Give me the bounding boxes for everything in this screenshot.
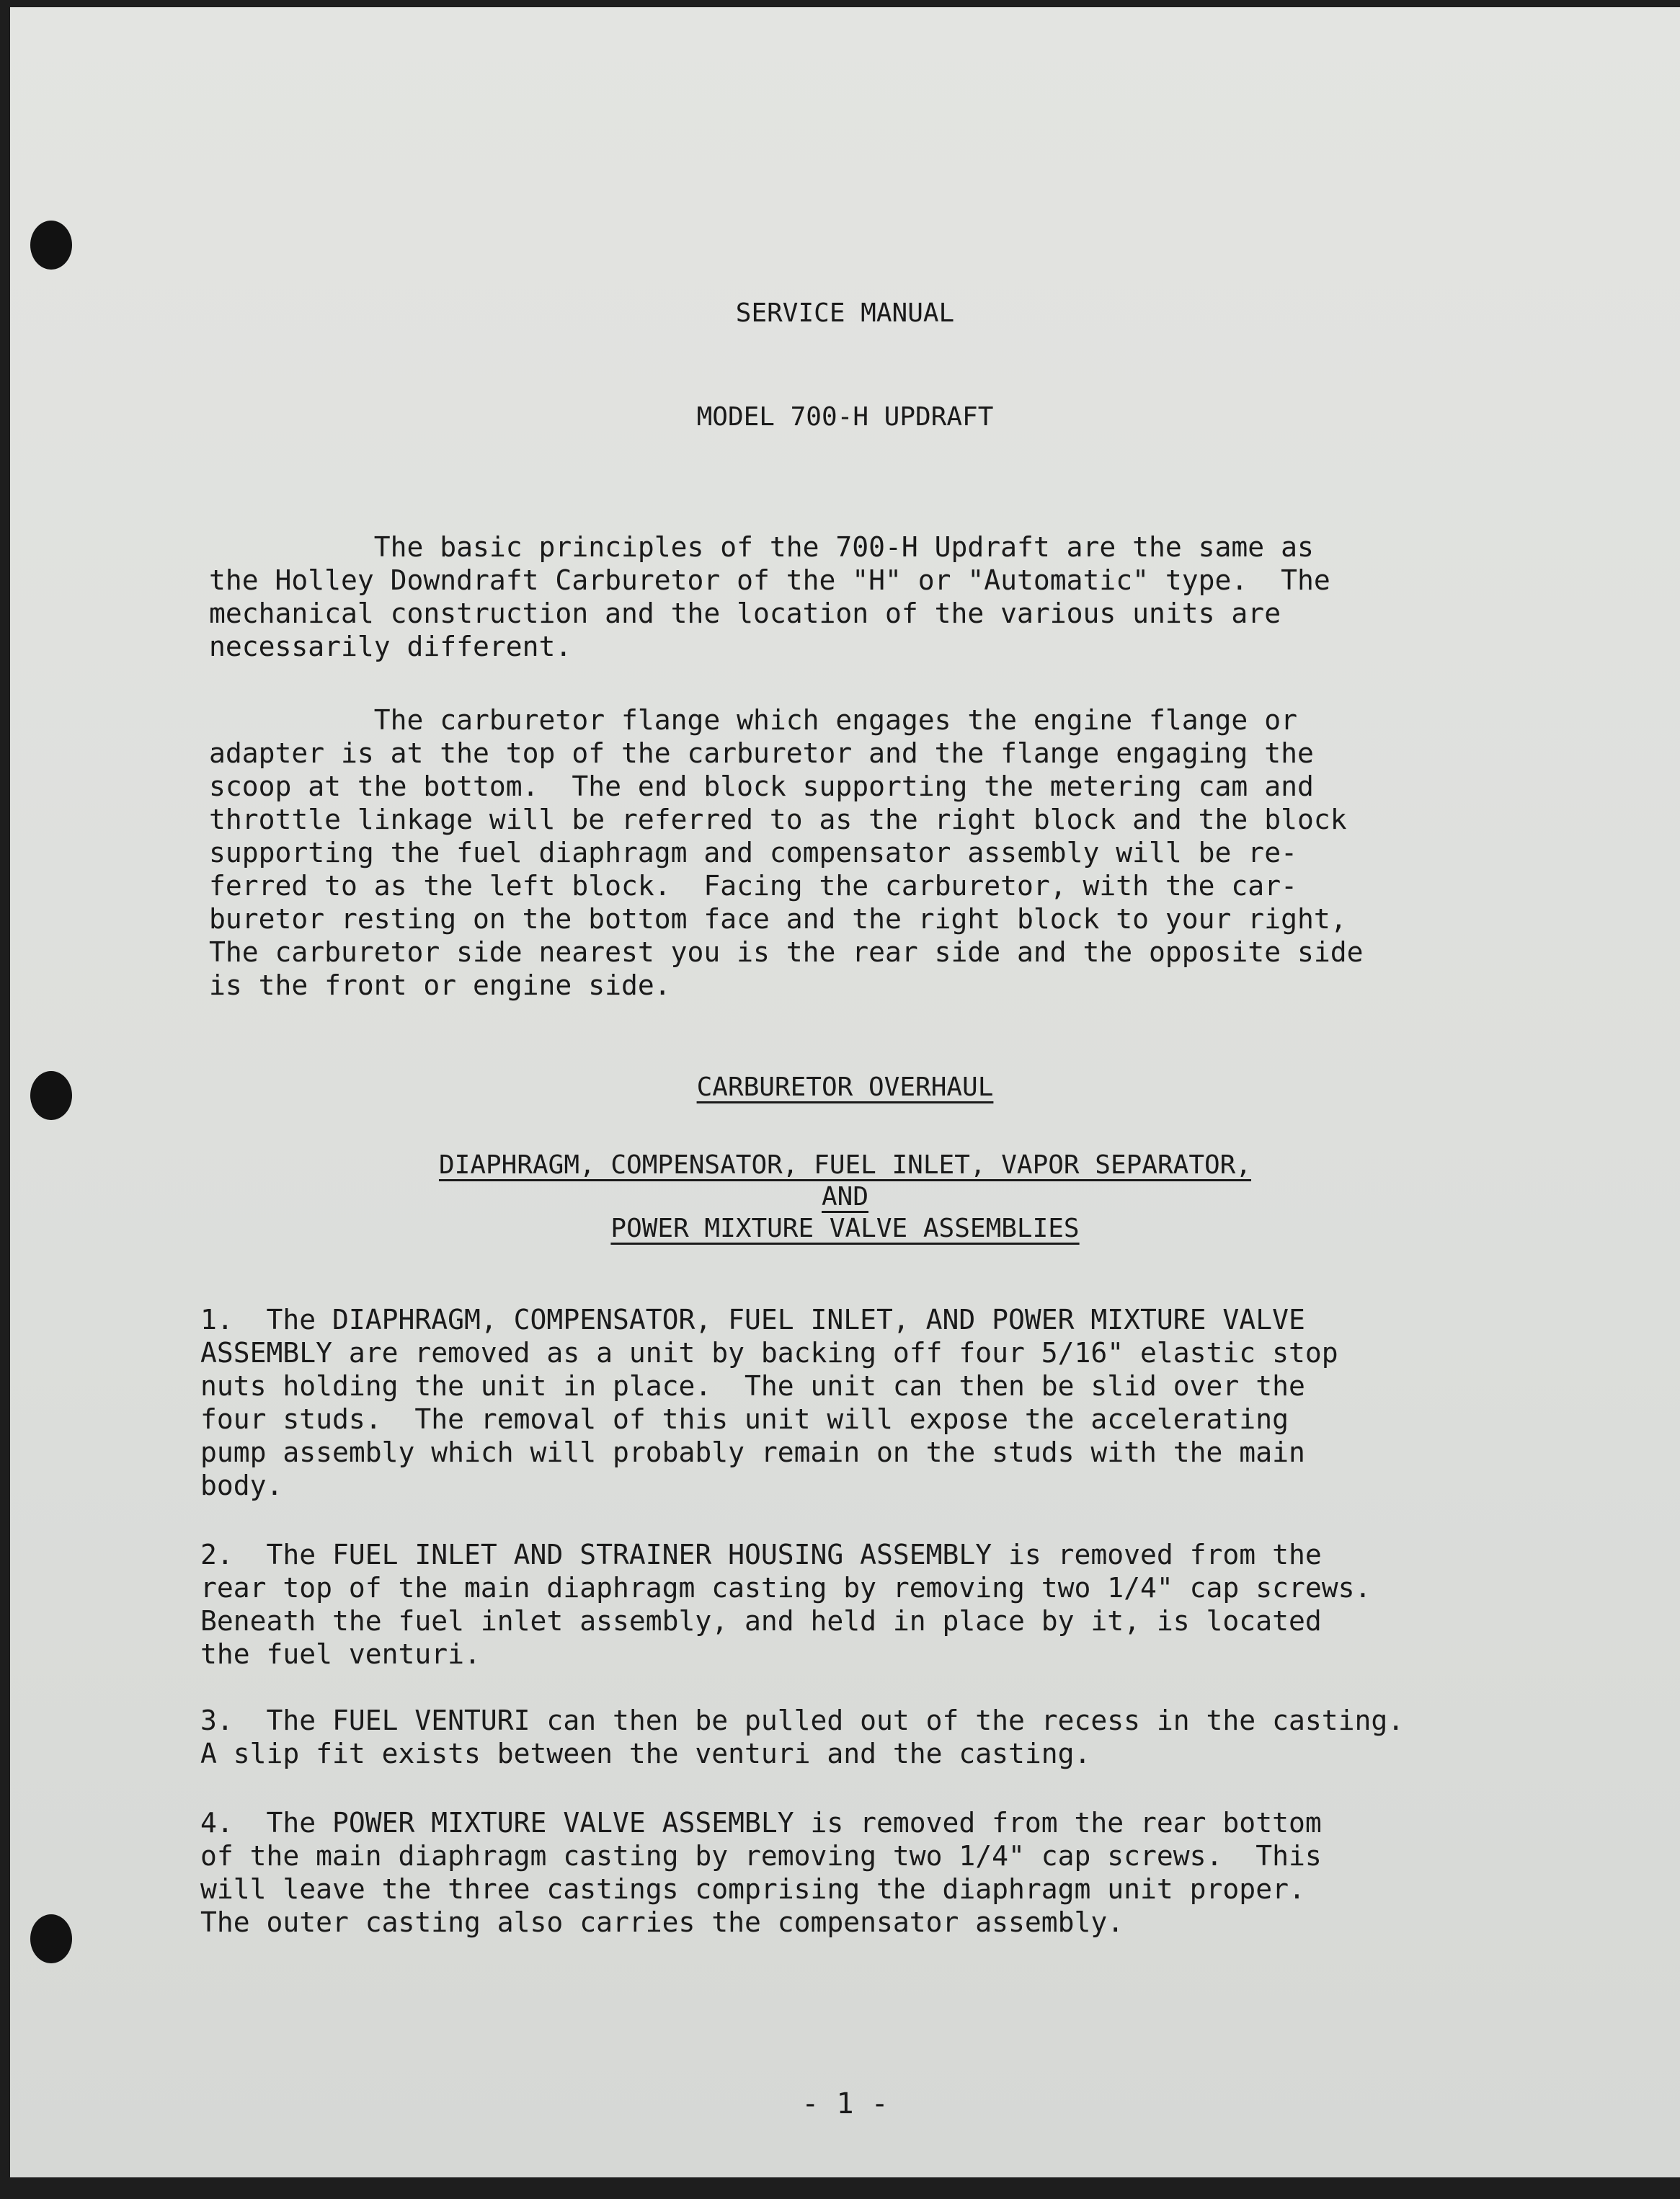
binder-hole-top bbox=[30, 221, 72, 270]
step-3: 3. The FUEL VENTURI can then be pulled out of the recess in the casting. A slip fit exists between the venturi and the casting. bbox=[200, 1705, 1405, 1769]
step-1: 1. The DIAPHRAGM, COMPENSATOR, FUEL INLET, AND POWER MIXTURE VALVE ASSEMBLY are removed as a unit by backing off four 5/16" elastic stop nuts holding the unit in place. The unit can then be slid over the four studs. The removal of this unit will expose the accelerating pump assembly which will probably remain on the studs with the main body. bbox=[200, 1304, 1338, 1501]
subsection-heading-line-3: POWER MIXTURE VALVE ASSEMBLIES bbox=[610, 1214, 1080, 1243]
step-4: 4. The POWER MIXTURE VALVE ASSEMBLY is removed from the rear bottom of the main diaphragm casting by removing two 1/4" cap screws. This will leave the three castings comprising the diaphragm unit proper. The outer casting also carries the compensator assembly. bbox=[200, 1807, 1322, 1938]
intro-paragraph-2: The carburetor flange which engages the engine flange or adapter is at the top of the carburetor and the flange engaging the scoop at the bottom. The end block supporting the metering cam and throttle linkage will be referred to as the right block and the block supporting the fuel diaphragm and compensator assembly will be re- ferred to as the left block. Facing the carburetor, with the car- buretor resting on the bottom face and the right block to your right, The carburetor side nearest you is the rear side and the opposite side is the front or engine side. bbox=[209, 704, 1364, 1001]
subsection-heading-line-2: AND bbox=[821, 1182, 869, 1212]
page-number: - 1 - bbox=[801, 2087, 889, 2120]
binder-hole-bottom bbox=[30, 1914, 72, 1963]
step-2: 2. The FUEL INLET AND STRAINER HOUSING ASSEMBLY is removed from the rear top of the main diaphragm casting by removing two 1/4" cap screws. Beneath the fuel inlet assembly, and held in place by it, is located the fuel venturi. bbox=[200, 1539, 1372, 1670]
model-heading: MODEL 700-H UPDRAFT bbox=[696, 402, 994, 432]
subsection-heading-line-1: DIAPHRAGM, COMPENSATOR, FUEL INLET, VAPOR SEPARATOR, bbox=[438, 1150, 1252, 1180]
section-heading: CARBURETOR OVERHAUL bbox=[696, 1072, 994, 1102]
document-title: SERVICE MANUAL bbox=[735, 298, 955, 328]
document-page bbox=[10, 7, 1680, 2177]
intro-paragraph-1: The basic principles of the 700-H Updraft are the same as the Holley Downdraft Carburetor of the "H" or "Automatic" type. The mechanical construction and the location of the various units are necessarily different. bbox=[209, 531, 1330, 662]
